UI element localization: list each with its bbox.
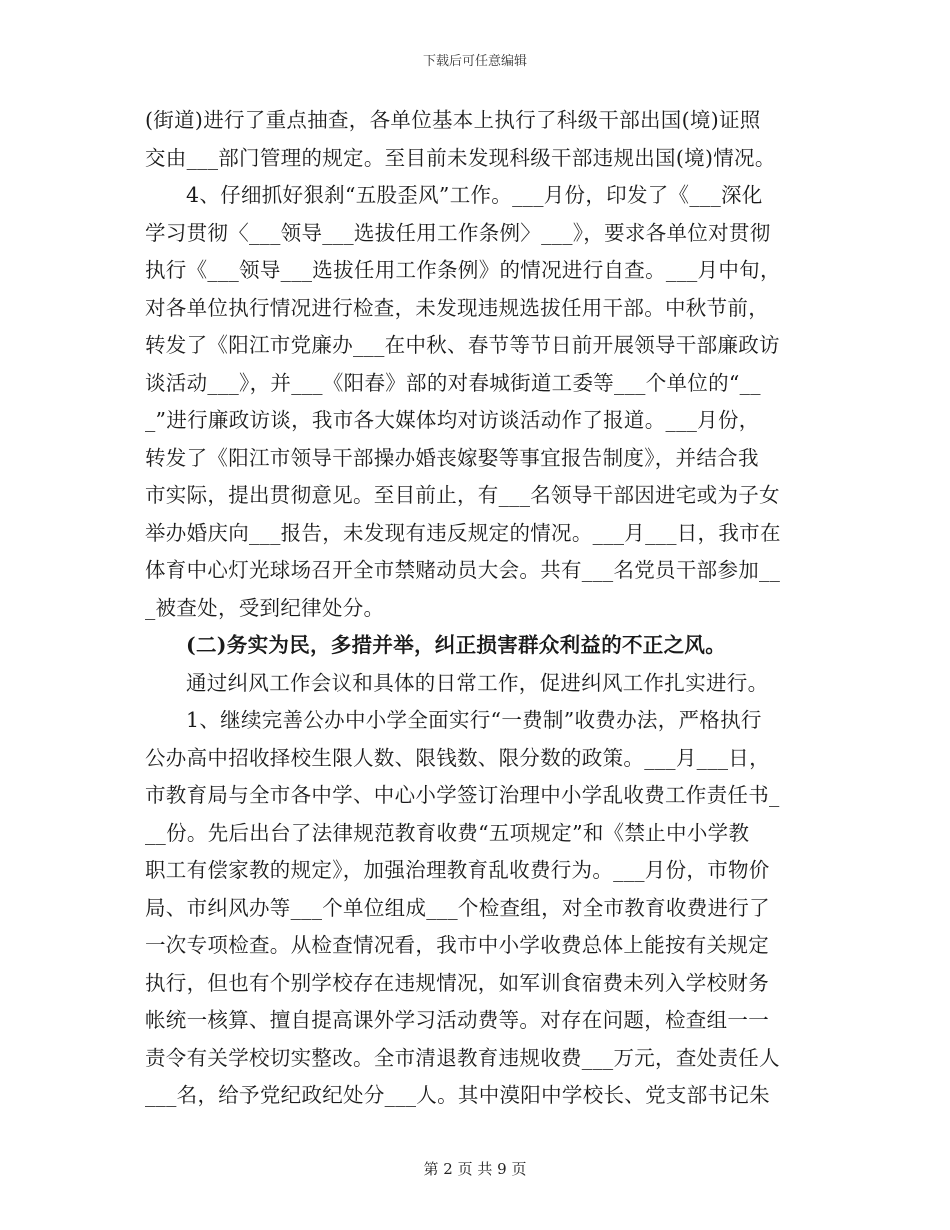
text-line: 谈活动___》，并___《阳春》部的对春城街道工委等___个单位的“__: [145, 370, 761, 395]
text-line: 对各单位执行情况进行检查，未发现违规选拔任用干部。中秋节前，: [145, 295, 769, 320]
page-number: 第 2 页 共 9 页: [423, 1160, 527, 1178]
text-line: 执行，但也有个别学校存在违规情况，如军训食宿费未列入学校财务: [145, 970, 769, 995]
paragraph-start-line: 通过纠风工作会议和具体的日常工作，促进纠风工作扎实进行。: [186, 670, 769, 695]
text-line: 职工有偿家教的规定》，加强治理教育乱收费行为。___月份，市物价: [145, 858, 770, 882]
text-line: ___名，给予党纪政纪处分___人。其中漠阳中学校长、党支部书记朱: [145, 1083, 770, 1107]
paragraph-start-line: 4、仔细抓好狠刹“五股歪风”工作。___月份，印发了《___深化: [186, 183, 763, 207]
text-line: (街道)进行了重点抽查，各单位基本上执行了科级干部出国(境)证照: [145, 108, 761, 132]
text-line: 市实际，提出贯彻意见。至目前止，有___名领导干部因进宅或为子女: [145, 483, 780, 507]
text-line: 执行《___领导___选拔任用工作条例》的情况进行自查。___月中旬，: [145, 258, 781, 282]
text-line: 市教育局与全市各中学、中心小学签订治理中小学乱收费工作责任书_: [145, 783, 780, 807]
document-body: [145, 102, 805, 1115]
text-line: _被查处，受到纪律处分。: [145, 595, 385, 620]
text-line: 举办婚庆向___报告，未发现有违反规定的情况。___月___日，我市在: [145, 520, 781, 545]
section-heading: (二)务实为民，多措并举，纠正损害群众利益的不正之风。: [186, 633, 726, 657]
text-line: 一次专项检查。从检查情况看，我市中小学收费总体上能按有关规定: [145, 933, 769, 957]
text-line: 学习贯彻〈___领导___选拔任用工作条例〉___》，要求各单位对贯彻: [145, 220, 771, 245]
text-line: 体育中心灯光球场召开全市禁赌动员大会。共有___名党员干部参加__: [145, 558, 781, 582]
text-line: 交由___部门管理的规定。至目前未发现科级干部违规出国(境)情况。: [145, 145, 776, 170]
text-line: 帐统一核算、擅自提高课外学习活动费等。对存在问题，检查组一一: [145, 1008, 769, 1032]
page-header: 下载后可任意编辑: [422, 54, 527, 69]
text-line: 责令有关学校切实整改。全市清退教育违规收费___万元，查处责任人: [145, 1045, 780, 1070]
paragraph-start-line: 1、继续完善公办中小学全面实行“一费制”收费办法，严格执行: [186, 708, 762, 732]
text-line: 转发了《阳江市领导干部操办婚丧嫁娶等事宜报告制度》，并结合我: [145, 445, 759, 470]
text-line: 转发了《阳江市党廉办___在中秋、春节等节日前开展领导干部廉政访: [145, 333, 780, 357]
text-line: 公办高中招收择校生限人数、限钱数、限分数的政策。___月___日，: [145, 745, 770, 770]
text-line: 局、市纠风办等___个单位组成___个检查组，对全市教育收费进行了: [145, 895, 770, 920]
text-line: _”进行廉政访谈，我市各大媒体均对访谈活动作了报道。___月份，: [145, 408, 760, 432]
text-line: __份。先后出台了法律规范教育收费“五项规定”和《禁止中小学教: [145, 820, 750, 845]
